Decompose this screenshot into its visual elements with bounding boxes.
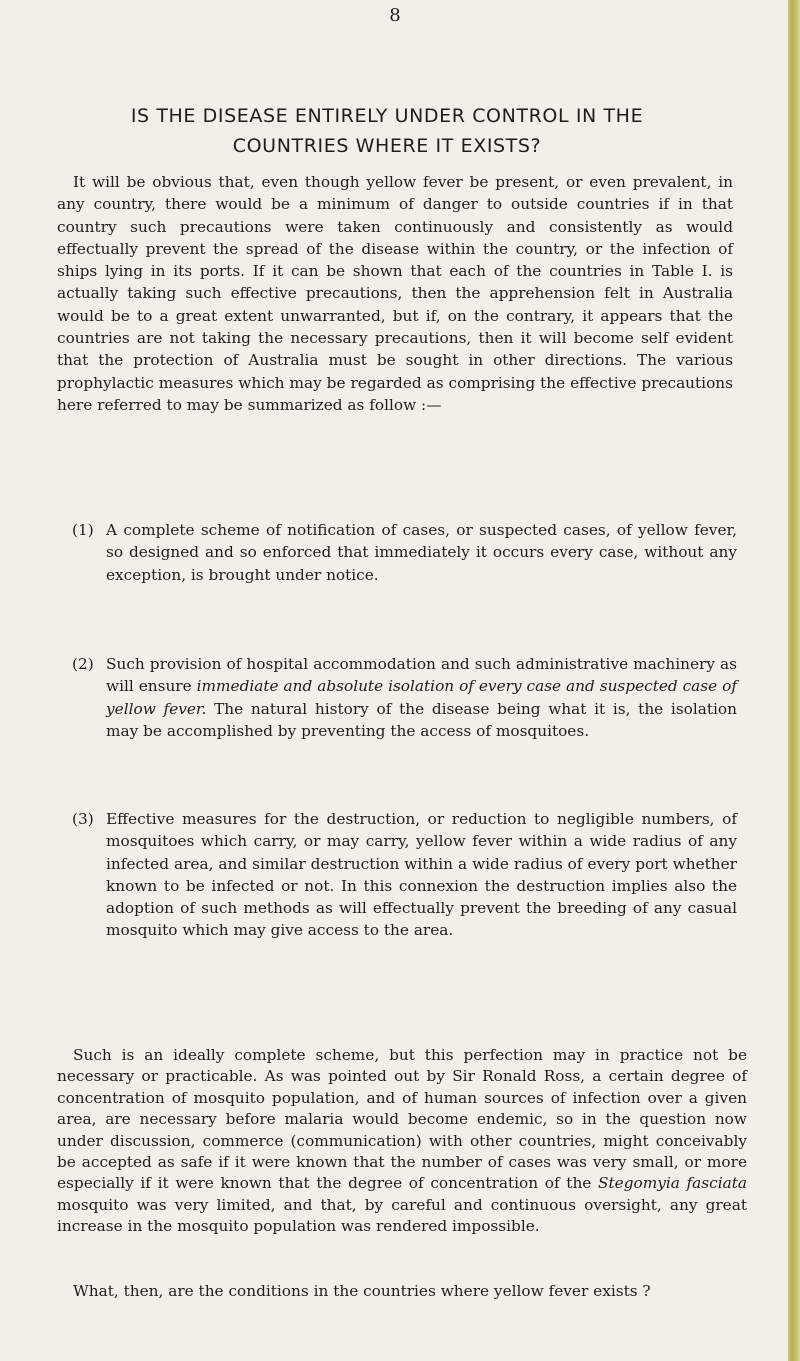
page-edge — [788, 0, 800, 1361]
list-item-text: Effective measures for the destruction, or reduction to negligible numbers, of mosquitoes which carry, or may carry, yellow fever within a wide radius of any infected area, and similar destruction within a wide radius of every port whether known to be infected or not. In this connexion the destruction implies also the adoption of such methods as will effectually prevent the breeding of any casual mosquito which may give access to the area. — [106, 810, 737, 940]
list-item-number: (2) — [72, 655, 94, 673]
species-name: Stegomyia fasciata — [598, 1174, 747, 1193]
ross-paragraph-end: mosquito was very limited, and that, by careful and continuous oversight, any great increase in the mosquito population was rendered impossible. — [57, 1195, 747, 1236]
section-heading-line-1: IS THE DISEASE ENTIRELY UNDER CONTROL IN THE — [130, 105, 644, 127]
list-item-text: Such provision of hospital accommodation and such administrative machinery as will ensure — [106, 655, 737, 696]
list-item-number: (3) — [72, 810, 94, 828]
closing-question: What, then, are the conditions in the countries where yellow fever exists ? — [73, 1282, 651, 1300]
intro-paragraph: It will be obvious that, even though yellow fever be present, or even prevalent, in any country, there would be a minimum of danger to outside countries if in that country such precautions were taken continuously and consistently as would effectually prevent the spread of the disease within the country, or the infection of ships lying in its ports. If it can be shown that each of the countries in Table I. is actually taking such effective precautions, then the apprehension felt in Australia would be to a great extent unwarranted, but if, on the contrary, it appears that the countries are not taking the necessary precautions, then it will become self evident that the protection of Australia must be sought in other directions. The various prophylactic measures which may be regarded as comprising the effective precautions here referred to may be summarized as follow :— — [57, 173, 733, 414]
precaution-list-item-2 — [72, 653, 737, 742]
list-item-text-end: The natural history of the disease being what it is, the isolation may be accomplished by preventing the access of mosquitoes. — [106, 699, 737, 740]
page-number: 8 — [389, 5, 401, 26]
precaution-list-item-1 — [72, 519, 737, 586]
section-heading — [52, 101, 722, 161]
list-item-number: (1) — [72, 521, 94, 539]
ross-paragraph-text: Such is an ideally complete scheme, but this perfection may in practice not be necessary or practicable. As was pointed out by Sir Ronald Ross, a certain degree of concentration of mosquito population, and of human sources of infection over a given area, are necessary before malaria would become endemic, so in the question now under discussion, commerce (communication) with other countries, might conceivably be accepted as safe if it were known that the number of cases was very small, or more especially if it were known that the degree of concentration of the — [57, 1046, 747, 1193]
section-heading-line-2: COUNTRIES WHERE IT EXISTS? — [232, 135, 542, 157]
ross-paragraph — [57, 1045, 747, 1238]
list-item-italic-text: immediate and absolute isolation of every case and suspected case of yellow fever. — [106, 677, 738, 718]
precaution-list-item-3 — [72, 808, 737, 942]
list-item-text: A complete scheme of notification of cases, or suspected cases, of yellow fever, so designed and so enforced that immediately it occurs every case, without any exception, is brought under notice. — [106, 521, 737, 584]
